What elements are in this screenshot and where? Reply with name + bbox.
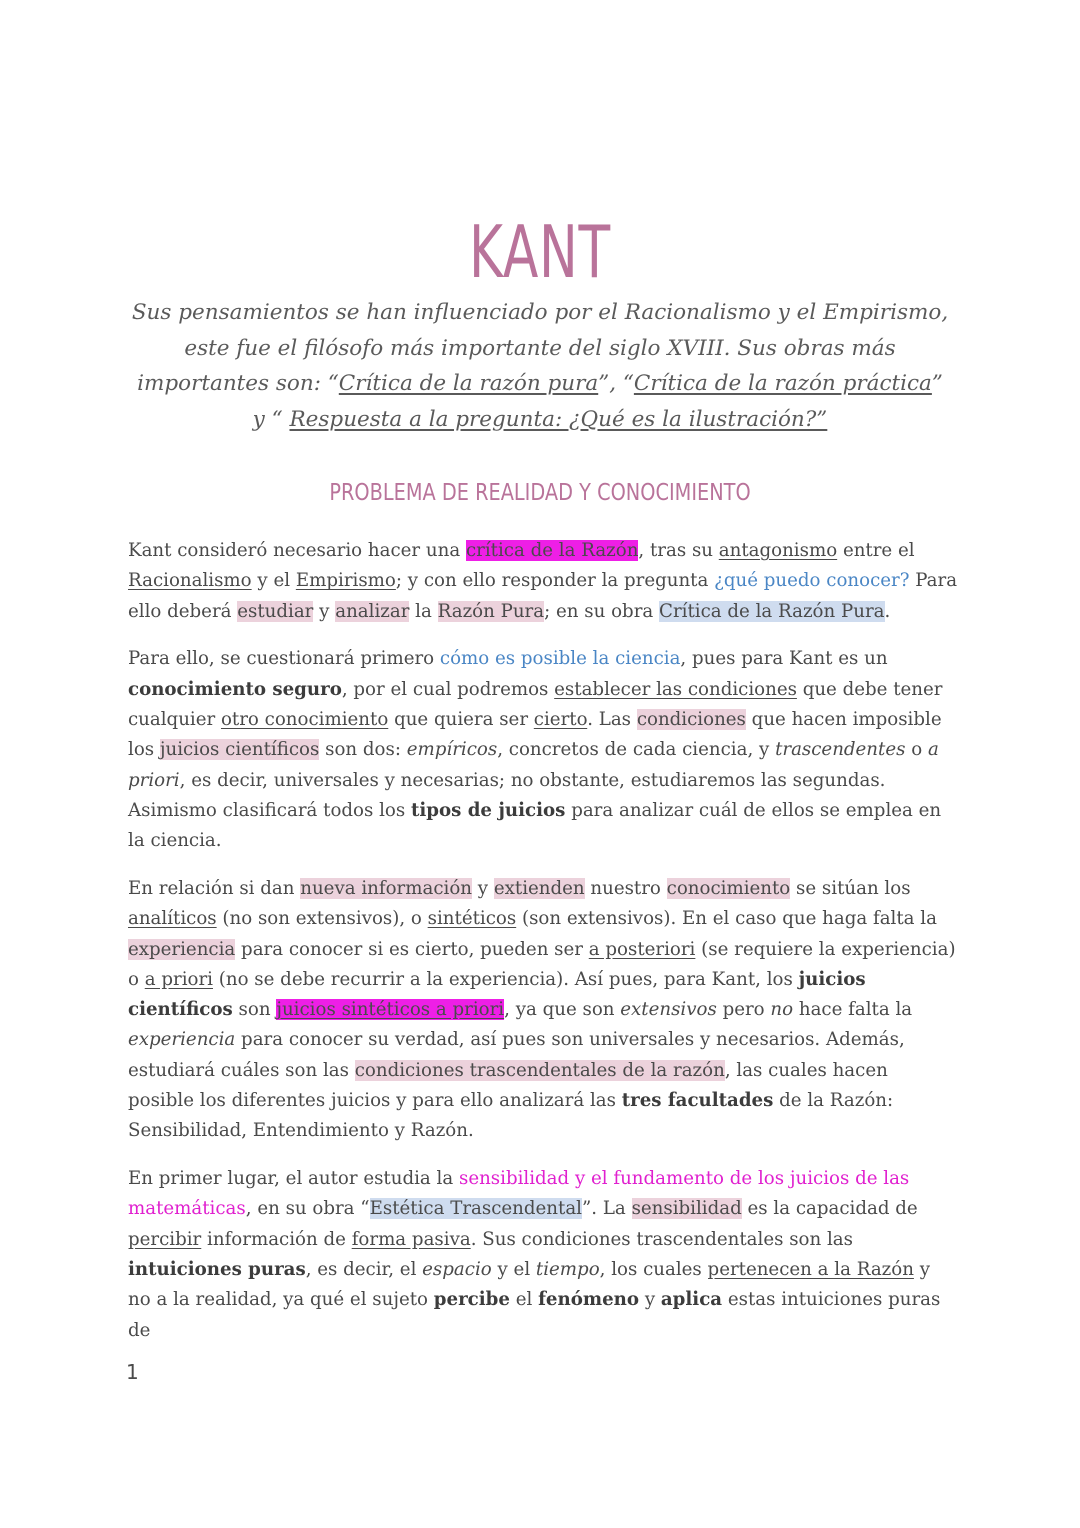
underlined-term: Empirismo — [295, 570, 396, 592]
bold-term: juicios científicos — [128, 968, 866, 1021]
highlight-pink: sensibilidad — [631, 1198, 742, 1220]
bold-term: intuiciones puras — [128, 1259, 306, 1281]
text: se sitúan los — [790, 877, 911, 899]
underlined-term: establecer las condiciones — [554, 678, 797, 700]
document-title: KANT — [469, 210, 611, 294]
text: que debe tener cualquier — [128, 678, 943, 730]
text: En primer lugar, el autor estudia la — [128, 1168, 459, 1190]
underlined-term: antagonismo — [718, 540, 838, 561]
text: y el — [251, 570, 296, 592]
text: y — [639, 1289, 661, 1311]
text: para conocer su verdad, así pues son universales y necesarios. Además, estudiará cuáles son las — [128, 1029, 905, 1081]
underlined-term: cierto — [533, 708, 588, 730]
text: Kant consideró necesario hacer una — [128, 540, 466, 561]
bold-term: percibe — [433, 1289, 510, 1311]
italic-term: empíricos — [406, 739, 498, 761]
text: Para ello, se cuestionará primero — [128, 648, 440, 670]
bold-term: fenómeno — [538, 1289, 640, 1311]
text: ; y con ello responder la pregunta — [395, 570, 715, 592]
italic-term: trascendentes — [775, 739, 906, 761]
text: para conocer si es cierto, pueden ser — [235, 938, 589, 960]
underlined-term: forma pasiva — [351, 1228, 471, 1250]
text: , en su obra “ — [245, 1198, 370, 1220]
underlined-term: analíticos — [128, 908, 217, 930]
text: entre el — [837, 540, 915, 561]
text: , las cuales hacen posible los diferentes juicios y para ello analizará las — [128, 1059, 888, 1112]
subtitle-paragraph — [128, 295, 952, 437]
text: información de — [201, 1228, 352, 1250]
subtitle-text: ” y “ — [252, 371, 943, 432]
highlight-pink: Razón Pura — [437, 600, 545, 622]
subtitle-text: Sus pensamientos se han influenciado por el Racionalismo y el Empirismo, este fue el filósofo más importante del siglo XVIII. Sus obras más importantes son: “ — [131, 300, 949, 396]
text: (no se debe recurrir a la experiencia). Así pues, para Kant, los — [212, 968, 799, 990]
highlight-pink: condiciones trascendentales de la razón — [354, 1059, 725, 1081]
paragraph-2 — [128, 644, 958, 856]
text: , ya que son — [504, 999, 621, 1021]
italic-term: espacio — [422, 1259, 492, 1281]
paragraph-4 — [128, 1164, 958, 1346]
page-number: 1 — [126, 1360, 139, 1384]
section-heading: PROBLEMA DE REALIDAD Y CONOCIMIENTO — [329, 480, 751, 506]
text: hace falta la — [793, 999, 913, 1021]
text: y — [313, 600, 336, 622]
text: y el — [491, 1259, 536, 1281]
text: . Las — [587, 708, 637, 730]
text: son — [232, 999, 277, 1021]
text: y — [472, 877, 494, 899]
highlight-pink: conocimiento — [666, 877, 791, 899]
italic-term: extensivos — [620, 999, 717, 1021]
text: Para ello deberá — [128, 570, 958, 622]
text: ; en su obra — [544, 600, 660, 622]
paragraph-3 — [128, 874, 958, 1147]
text: nuestro — [584, 877, 667, 899]
underlined-term: a priori — [144, 968, 213, 990]
bold-term: tres facultades — [621, 1090, 774, 1112]
work-title-pure-reason: Crítica de la razón pura — [338, 371, 599, 396]
text: que quiera ser — [388, 708, 534, 730]
text: . — [884, 600, 891, 622]
italic-term: no — [770, 999, 794, 1021]
text: es la capacidad de — [741, 1198, 918, 1220]
text: , por el cual podremos — [341, 678, 555, 700]
subtitle-text: ”, “ — [598, 371, 634, 396]
text: el — [509, 1289, 539, 1311]
underlined-term: sintéticos — [427, 908, 517, 930]
italic-term: experiencia — [128, 1029, 236, 1051]
underlined-term: otro conocimiento — [220, 708, 389, 730]
text: , es decir, universales y necesarias; no obstante, estudiaremos las segundas. Asimismo clasificará todos los — [128, 769, 886, 821]
text: , los cuales — [599, 1259, 708, 1281]
blue-phrase: cómo es posible la ciencia — [439, 648, 681, 670]
text: , concretos de cada ciencia, y — [497, 739, 776, 761]
text: para analizar cuál de ellos se emplea en la ciencia. — [128, 799, 942, 852]
text: , pues para Kant es un — [680, 648, 888, 670]
text: de la Razón: Sensibilidad, Entendimiento y Razón. — [128, 1090, 894, 1142]
bold-term: conocimiento seguro — [128, 678, 342, 700]
document-body — [128, 536, 958, 1363]
text: la — [409, 600, 438, 622]
text: son dos: — [319, 739, 407, 761]
highlight-pink: nueva información — [300, 877, 473, 899]
text: . Sus condiciones trascendentales son las — [470, 1228, 853, 1250]
underlined-term: pertenecen a la Razón — [707, 1259, 914, 1281]
highlight-pink: juicios científicos — [159, 739, 320, 761]
text: estas intuiciones puras de — [128, 1289, 941, 1341]
highlight-magenta: juicios sintéticos a priori — [276, 999, 505, 1021]
highlight-pink: experiencia — [128, 938, 236, 960]
highlight-blue: Estética Trascendental — [369, 1198, 582, 1220]
work-title-enlightenment: Respuesta a la pregunta: ¿Qué es la ilustración?” — [289, 406, 828, 432]
text: o — [905, 739, 928, 761]
highlight-magenta: crítica de la Razón — [465, 540, 639, 561]
highlight-blue: Crítica de la Razón Pura — [659, 600, 885, 622]
blue-question: ¿qué puedo conocer? — [714, 570, 910, 592]
text: En relación si dan — [128, 877, 301, 899]
text: ”. La — [581, 1198, 632, 1220]
text: (no son extensivos), o — [216, 908, 428, 930]
text: , es decir, el — [305, 1259, 423, 1281]
underlined-term: a posteriori — [588, 938, 696, 960]
underlined-term: Racionalismo — [128, 570, 252, 592]
highlight-pink: condiciones — [636, 708, 746, 730]
highlight-pink: analizar — [335, 600, 410, 622]
highlight-pink: estudiar — [237, 600, 314, 622]
bold-term: aplica — [660, 1289, 723, 1311]
text: (se requiere la experiencia) o — [128, 938, 956, 990]
text: que hacen imposible los — [128, 708, 942, 761]
bold-term: tipos de juicios — [410, 799, 566, 821]
text: y no a la realidad, ya qué el sujeto — [128, 1259, 930, 1311]
paragraph-1 — [128, 536, 958, 627]
work-title-practical-reason: Crítica de la razón práctica — [633, 371, 932, 396]
highlight-pink: extienden — [493, 877, 585, 899]
italic-term: a priori — [128, 739, 939, 791]
text: (son extensivos). En el caso que haga falta la — [516, 908, 937, 930]
italic-term: tiempo — [535, 1259, 600, 1281]
underlined-term: percibir — [128, 1228, 202, 1250]
text: pero — [716, 999, 771, 1021]
text: , tras su — [638, 540, 719, 561]
magenta-phrase: sensibilidad y el fundamento de los juicios de las matemáticas — [128, 1168, 910, 1220]
